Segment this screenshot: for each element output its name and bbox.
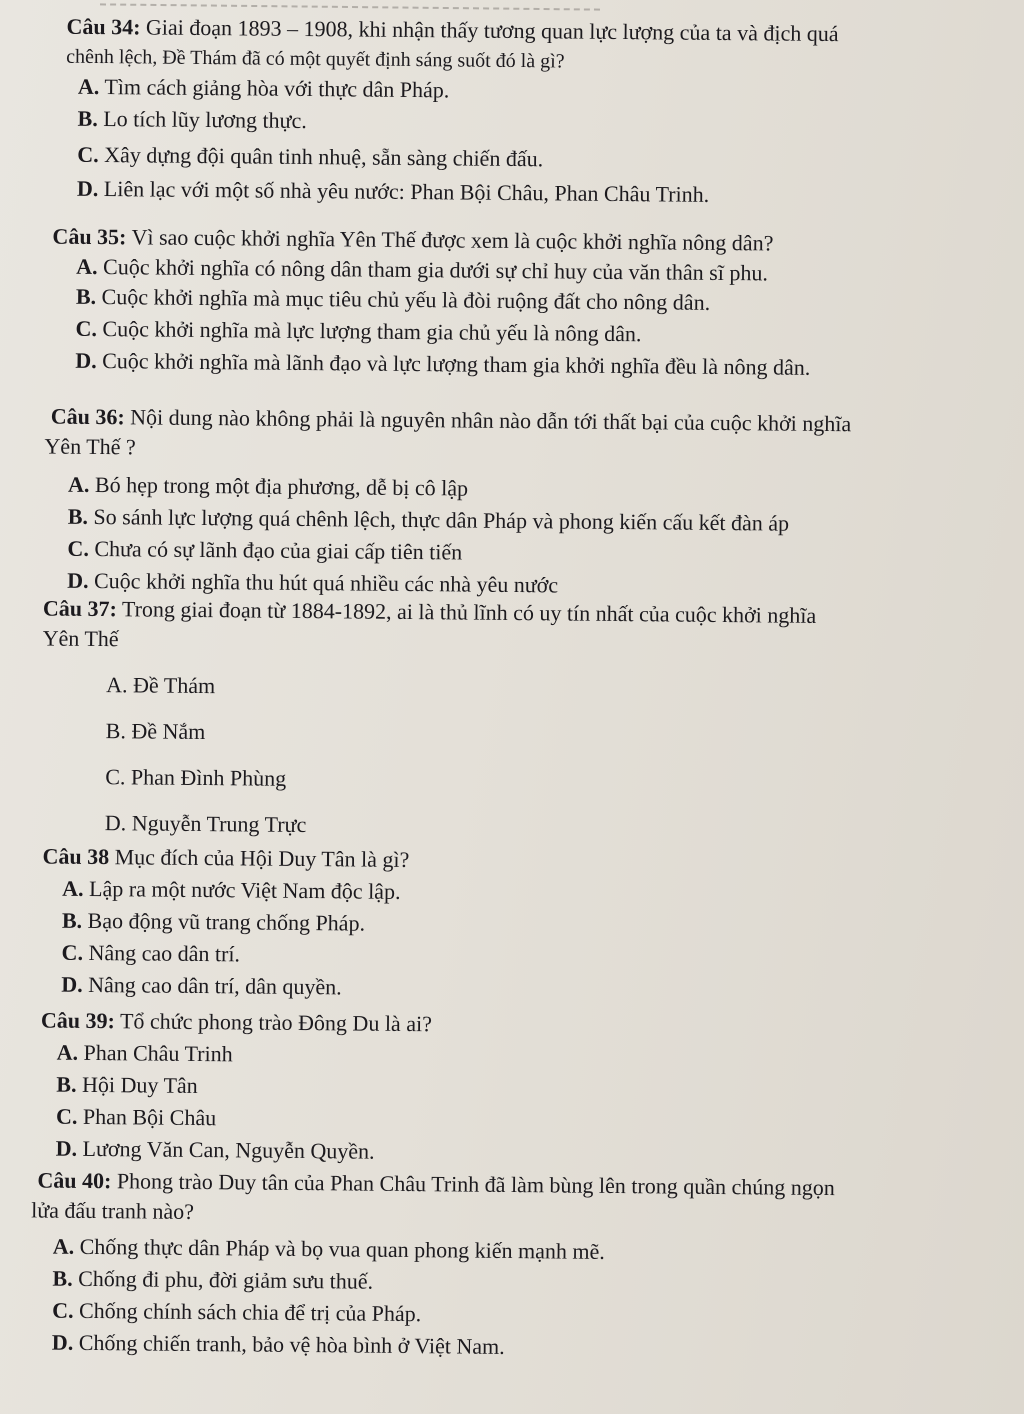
option-letter: B. xyxy=(61,907,83,933)
option-text: Bó hẹp trong một địa phương, dễ bị cô lập xyxy=(94,471,469,501)
option-text: Phan Châu Trinh xyxy=(83,1039,233,1067)
question-text: Giai đoạn 1893 – 1908, khi nhận thấy tương quan lực lượng của ta và địch quá xyxy=(145,14,839,47)
option-text: Chống chính sách chia để trị của Pháp. xyxy=(78,1297,422,1327)
option-text: Cuộc khởi nghĩa mà mục tiêu chủ yếu là đòi ruộng đất cho nông dân. xyxy=(101,284,711,315)
question-40 xyxy=(30,1165,982,1366)
option-text: Nguyễn Trung Trực xyxy=(131,810,307,838)
option-text: Nâng cao dân trí. xyxy=(88,939,241,967)
option-text: So sánh lực lượng quá chênh lệch, thực dân Pháp và phong kiến cấu kết đàn áp xyxy=(93,503,790,536)
option-letter: B. xyxy=(77,105,98,131)
option-letter: A. xyxy=(62,875,84,901)
option-letter: C. xyxy=(75,315,98,341)
question-text: Trong giai đoạn từ 1884-1892, ai là thủ lĩnh có uy tín nhất của cuộc khởi nghĩa xyxy=(121,596,817,628)
option-b xyxy=(77,104,995,143)
option-text: Phan Bội Châu xyxy=(82,1103,217,1131)
question-text-cont: lửa đấu tranh nào? xyxy=(31,1197,195,1224)
option-letter: A. xyxy=(106,672,128,698)
question-number: Câu 38 xyxy=(42,843,110,870)
option-letter: C. xyxy=(105,764,126,790)
option-text: Cuộc khởi nghĩa mà lãnh đạo và lực lượng tham gia khởi nghĩa đều là nông dân. xyxy=(102,348,811,380)
option-b xyxy=(106,716,992,755)
option-text: Cuộc khởi nghĩa thu hút quá nhiều các nhà yêu nước xyxy=(93,567,559,598)
question-text: Phong trào Duy tân của Phan Châu Trinh đã làm bùng lên trong quần chúng ngọn xyxy=(116,1168,835,1201)
question-text: Tổ chức phong trào Đông Du là ai? xyxy=(119,1008,433,1037)
option-letter: D. xyxy=(55,1135,78,1161)
option-text: Cuộc khởi nghĩa mà lực lượng tham gia chủ yếu là nông dân. xyxy=(102,316,642,347)
option-d xyxy=(52,1328,980,1367)
option-text: Đề Thám xyxy=(132,672,216,699)
option-text: Chống chiến tranh, bảo vệ hòa bình ở Việt Nam. xyxy=(78,1329,505,1359)
option-letter: D. xyxy=(104,810,127,836)
option-d xyxy=(61,970,981,1009)
option-text: Cuộc khởi nghĩa có nông dân tham gia dưới sự chỉ huy của văn thân sĩ phu. xyxy=(102,254,769,286)
option-letter: B. xyxy=(105,718,127,744)
option-letter: A. xyxy=(77,73,100,100)
question-text-cont: chênh lệch, Đề Thám đã có một quyết định sáng suốt đó là gì? xyxy=(66,45,565,73)
option-letter: B. xyxy=(75,283,97,309)
question-number: Câu 35: xyxy=(52,223,127,250)
option-c xyxy=(105,762,991,801)
option-text: Đề Nắm xyxy=(131,718,206,745)
option-text: Bạo động vũ trang chống Pháp. xyxy=(87,907,366,936)
option-a xyxy=(106,670,992,709)
question-39 xyxy=(40,1005,981,1172)
option-text: Xây dựng đội quân tinh nhuệ, sẵn sàng chiến đấu. xyxy=(104,142,544,172)
option-letter: D. xyxy=(61,971,83,997)
option-letter: C. xyxy=(67,535,90,561)
question-text: Mục đích của Hội Duy Tân là gì? xyxy=(114,844,410,873)
option-c xyxy=(77,140,995,179)
option-letter: B. xyxy=(56,1071,77,1097)
option-text: Chống đi phu, đời giảm sưu thuế. xyxy=(78,1265,374,1294)
option-letter: A. xyxy=(52,1233,75,1259)
question-number: Câu 37: xyxy=(42,595,117,622)
option-d xyxy=(75,346,991,385)
question-number: Câu 36: xyxy=(50,403,125,430)
option-text: Tìm cách giảng hòa với thực dân Pháp. xyxy=(104,74,450,103)
option-letter: D. xyxy=(51,1329,74,1355)
option-text: Liên lạc với một số nhà yêu nước: Phan Bội Châu, Phan Châu Trinh. xyxy=(103,176,710,207)
question-37 xyxy=(41,593,993,846)
option-text: Hội Duy Tân xyxy=(81,1071,198,1099)
option-d xyxy=(105,808,991,847)
option-letter: C. xyxy=(52,1297,74,1323)
option-letter: D. xyxy=(75,347,97,373)
option-text: Chống thực dân Pháp và bọ vua quan phong kiến mạnh mẽ. xyxy=(79,1233,605,1264)
option-letter: C. xyxy=(61,939,84,965)
option-letter: B. xyxy=(67,503,89,529)
question-text-cont: Yên Thế xyxy=(42,625,119,652)
option-letter: C. xyxy=(77,141,99,168)
question-35 xyxy=(51,222,992,385)
option-text: Lập ra một nước Việt Nam độc lập. xyxy=(89,875,401,904)
option-letter: D. xyxy=(67,567,89,593)
option-text: Lo tích lũy lương thực. xyxy=(103,106,307,134)
option-letter: B. xyxy=(52,1265,73,1291)
option-text: Nâng cao dân trí, dân quyền. xyxy=(88,971,342,1000)
option-letter: A. xyxy=(56,1039,79,1065)
question-number: Câu 40: xyxy=(37,1167,112,1194)
option-text: Phan Đình Phùng xyxy=(130,764,287,791)
option-letter: C. xyxy=(55,1103,78,1129)
question-text: Vì sao cuộc khởi nghĩa Yên Thế được xem là cuộc khởi nghĩa nông dân? xyxy=(131,224,774,256)
question-text-cont: Yên Thế ? xyxy=(44,433,136,460)
question-36 xyxy=(43,402,995,605)
option-text: Chưa có sự lãnh đạo của giai cấp tiên tiến xyxy=(94,535,463,565)
option-d xyxy=(77,174,995,213)
option-letter: D. xyxy=(76,175,99,202)
question-34 xyxy=(65,12,997,213)
option-letter: A. xyxy=(76,253,98,280)
option-text: Lương Văn Can, Nguyễn Quyền. xyxy=(82,1135,375,1164)
option-letter: A. xyxy=(67,471,90,497)
question-number: Câu 34: xyxy=(66,13,141,40)
question-38 xyxy=(41,842,982,1009)
question-text: Nội dung nào không phải là nguyên nhân nào dẫn tới thất bại của cuộc khởi nghĩa xyxy=(130,404,852,437)
question-number: Câu 39: xyxy=(40,1007,116,1034)
